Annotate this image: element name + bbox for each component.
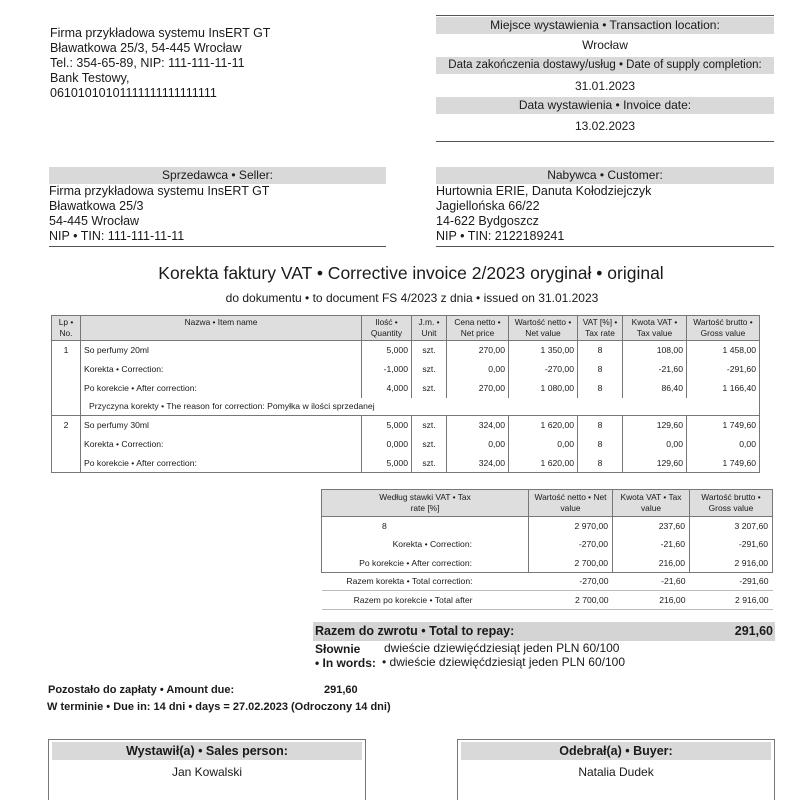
vat-row-net: -270,00 [529, 535, 613, 554]
table-row [52, 454, 760, 473]
vat-total-label: Razem po korekcie • Total after [322, 591, 529, 610]
in-words-label-en: • In words: [315, 656, 376, 670]
items-header-row [52, 316, 760, 341]
vat-total-net: 2 700,00 [529, 591, 613, 610]
refund-value: 291,60 [734, 624, 773, 638]
meta-block [436, 15, 774, 142]
vat-total-row [322, 591, 773, 610]
refund-bar [313, 622, 775, 641]
buyer-line: Jagiellońska 66/22 [436, 199, 540, 213]
vat-row [322, 554, 773, 573]
buyer-line: 14-622 Bydgoszcz [436, 214, 539, 228]
issuer-line: 06101010101111111111111111 [50, 86, 217, 100]
amount-due-value: 291,60 [324, 684, 358, 696]
cell-vat-amount: 129,60 [623, 454, 687, 473]
vat-row-net: 2 970,00 [529, 517, 613, 536]
cell-vat-amount: 86,40 [623, 379, 687, 398]
vat-row-label: 8 [322, 517, 529, 536]
vat-row-gross: 3 207,60 [690, 517, 773, 536]
cell-qty: -1,000 [362, 360, 412, 379]
sales-person-box [48, 739, 366, 800]
vat-total-gross: 2 916,00 [690, 591, 773, 610]
seller-line: Bławatkowa 25/3 [49, 199, 144, 213]
sales-person-name: Jan Kowalski [171, 765, 243, 779]
cell-net-price: 324,00 [447, 416, 509, 435]
vat-summary-table [321, 489, 773, 610]
cell-qty: 5,000 [362, 416, 412, 435]
cell-unit: szt. [412, 341, 447, 360]
cell-gross-value: -291,60 [687, 360, 760, 379]
issue-date-label: Data wystawienia • Invoice date: [436, 97, 774, 114]
vat-row [322, 535, 773, 554]
seller-line: Firma przykładowa systemu InsERT GT [49, 184, 270, 198]
supply-date-value: 31.01.2023 [574, 79, 636, 93]
cell-lp [52, 398, 81, 416]
cell-name: So perfumy 30ml [81, 416, 362, 435]
cell-vat-rate: 8 [578, 341, 623, 360]
cell-vat-rate: 8 [578, 435, 623, 454]
cell-gross-value: 1 166,40 [687, 379, 760, 398]
cell-net-price: 324,00 [447, 454, 509, 473]
cell-vat-amount: 129,60 [623, 416, 687, 435]
vat-total-row [322, 572, 773, 591]
cell-net-value: 1 620,00 [509, 416, 578, 435]
items-table [51, 315, 760, 473]
cell-net-price: 270,00 [447, 379, 509, 398]
table-row [52, 341, 760, 360]
table-row [52, 360, 760, 379]
vat-row-gross: 2 916,00 [690, 554, 773, 573]
divider [49, 246, 386, 247]
seller-line: 54-445 Wrocław [49, 214, 140, 228]
issuer-line: Bank Testowy, [50, 71, 130, 85]
in-words-en: • dwieście dziewięćdziesiąt jeden PLN 60/100 [382, 655, 626, 669]
vat-row-label: Po korekcie • After correction: [322, 554, 529, 573]
cell-unit: szt. [412, 379, 447, 398]
table-row [52, 416, 760, 435]
buyer-line: NIP • TIN: 2122189241 [436, 229, 565, 243]
col-header-vat-rate: VAT [%] • Tax rate [578, 316, 623, 341]
cell-unit: szt. [412, 435, 447, 454]
col-header-qty: Ilość • Quantity [362, 316, 412, 341]
cell-name: Korekta • Correction: [81, 435, 362, 454]
cell-net-value: 0,00 [509, 435, 578, 454]
cell-vat-rate: 8 [578, 454, 623, 473]
in-words-label [315, 642, 376, 670]
vat-total-vat: 216,00 [613, 591, 690, 610]
col-header-lp: Lp • No. [52, 316, 81, 341]
seller-line: NIP • TIN: 111-111-11-11 [49, 229, 185, 243]
col-header-vat-amount: Kwota VAT • Tax value [623, 316, 687, 341]
divider [436, 141, 774, 142]
in-words-text [382, 641, 625, 669]
cell-name: Po korekcie • After correction: [81, 379, 362, 398]
cell-qty: 5,000 [362, 454, 412, 473]
vat-row [322, 517, 773, 536]
cell-qty: 0,000 [362, 435, 412, 454]
cell-net-value: 1 350,00 [509, 341, 578, 360]
vat-header-row [322, 490, 773, 517]
document-subtitle: do dokumentu • to document FS 4/2023 z dnia • issued on 31.01.2023 [225, 291, 599, 305]
cell-lp: 1 [52, 341, 81, 360]
cell-unit: szt. [412, 360, 447, 379]
cell-unit: szt. [412, 454, 447, 473]
issuer-block [50, 26, 270, 101]
cell-gross-value: 0,00 [687, 435, 760, 454]
cell-name: So perfumy 20ml [81, 341, 362, 360]
cell-qty: 5,000 [362, 341, 412, 360]
buyer-label: Nabywca • Customer: [436, 167, 774, 184]
issue-date-value: 13.02.2023 [574, 119, 636, 133]
issuer-line: Bławatkowa 25/3, 54-445 Wrocław [50, 41, 242, 55]
vat-total-gross: -291,60 [690, 572, 773, 591]
correction-reason: Przyczyna korekty • The reason for correction: Pomyłka w ilości sprzedanej [81, 398, 760, 416]
col-header-net-value: Wartość netto • Net value [529, 490, 613, 517]
buyer-line: Hurtownia ERIE, Danuta Kołodziejczyk [436, 184, 652, 198]
cell-vat-rate: 8 [578, 416, 623, 435]
cell-net-price: 270,00 [447, 341, 509, 360]
in-words-pl: dwieście dziewięćdziesiąt jeden PLN 60/100 [384, 641, 620, 655]
col-header-net-value: Wartość netto • Net value [509, 316, 578, 341]
vat-row-vat: 216,00 [613, 554, 690, 573]
cell-lp [52, 454, 81, 473]
cell-qty: 4,000 [362, 379, 412, 398]
seller-block [49, 167, 386, 247]
cell-net-price: 0,00 [447, 360, 509, 379]
cell-net-value: 1 080,00 [509, 379, 578, 398]
vat-row-vat: 237,60 [613, 517, 690, 536]
table-row [52, 379, 760, 398]
buyer-block [436, 167, 774, 247]
cell-vat-amount: -21,60 [623, 360, 687, 379]
cell-lp [52, 379, 81, 398]
col-header-gross-value: Wartość brutto • Gross value [690, 490, 773, 517]
cell-vat-rate: 8 [578, 379, 623, 398]
issuer-line: Firma przykładowa systemu InsERT GT [50, 26, 271, 40]
cell-vat-amount: 108,00 [623, 341, 687, 360]
seller-label: Sprzedawca • Seller: [49, 167, 386, 184]
col-header-gross-value: Wartość brutto • Gross value [687, 316, 760, 341]
refund-label: Razem do zwrotu • Total to repay: [315, 624, 515, 638]
due-date-text: W terminie • Due in: 14 dni • days = 27.02.2023 (Odroczony 14 dni) [47, 701, 391, 713]
document-title: Korekta faktury VAT • Corrective invoice 2/2023 oryginał • original [158, 263, 664, 283]
vat-row-net: 2 700,00 [529, 554, 613, 573]
cell-net-value: 1 620,00 [509, 454, 578, 473]
place-label: Miejsce wystawienia • Transaction location: [436, 17, 774, 34]
vat-total-label: Razem korekta • Total correction: [322, 572, 529, 591]
vat-row-gross: -291,60 [690, 535, 773, 554]
vat-total-net: -270,00 [529, 572, 613, 591]
place-value: Wrocław [582, 38, 628, 52]
cell-net-value: -270,00 [509, 360, 578, 379]
cell-name: Po korekcie • After correction: [81, 454, 362, 473]
issuer-line: Tel.: 354-65-89, NIP: 111-111-11-11 [50, 56, 245, 70]
vat-total-vat: -21,60 [613, 572, 690, 591]
col-header-vat-amount: Kwota VAT • Tax value [613, 490, 690, 517]
cell-lp [52, 435, 81, 454]
divider [436, 15, 774, 16]
vat-row-vat: -21,60 [613, 535, 690, 554]
buyer-signature-box [457, 739, 775, 800]
table-row [52, 435, 760, 454]
cell-vat-amount: 0,00 [623, 435, 687, 454]
cell-lp: 2 [52, 416, 81, 435]
col-header-unit: J.m. • Unit [412, 316, 447, 341]
in-words-label-pl: Słownie [315, 642, 361, 656]
divider [436, 246, 774, 247]
col-header-vat-rate: Według stawki VAT • Tax rate [%] [322, 490, 529, 517]
cell-lp [52, 360, 81, 379]
vat-row-label: Korekta • Correction: [322, 535, 529, 554]
table-row [52, 398, 760, 416]
buyer-signature-name: Natalia Dudek [578, 765, 654, 779]
sales-person-label: Wystawił(a) • Sales person: [52, 742, 362, 760]
cell-name: Korekta • Correction: [81, 360, 362, 379]
col-header-net-price: Cena netto • Net price [447, 316, 509, 341]
cell-gross-value: 1 749,60 [687, 454, 760, 473]
buyer-signature-label: Odebrał(a) • Buyer: [461, 742, 771, 760]
cell-gross-value: 1 458,00 [687, 341, 760, 360]
cell-net-price: 0,00 [447, 435, 509, 454]
col-header-name: Nazwa • Item name [81, 316, 362, 341]
cell-vat-rate: 8 [578, 360, 623, 379]
cell-gross-value: 1 749,60 [687, 416, 760, 435]
cell-unit: szt. [412, 416, 447, 435]
supply-date-label: Data zakończenia dostawy/usług • Date of supply completion: [436, 57, 774, 74]
amount-due-label: Pozostało do zapłaty • Amount due: [48, 684, 235, 696]
